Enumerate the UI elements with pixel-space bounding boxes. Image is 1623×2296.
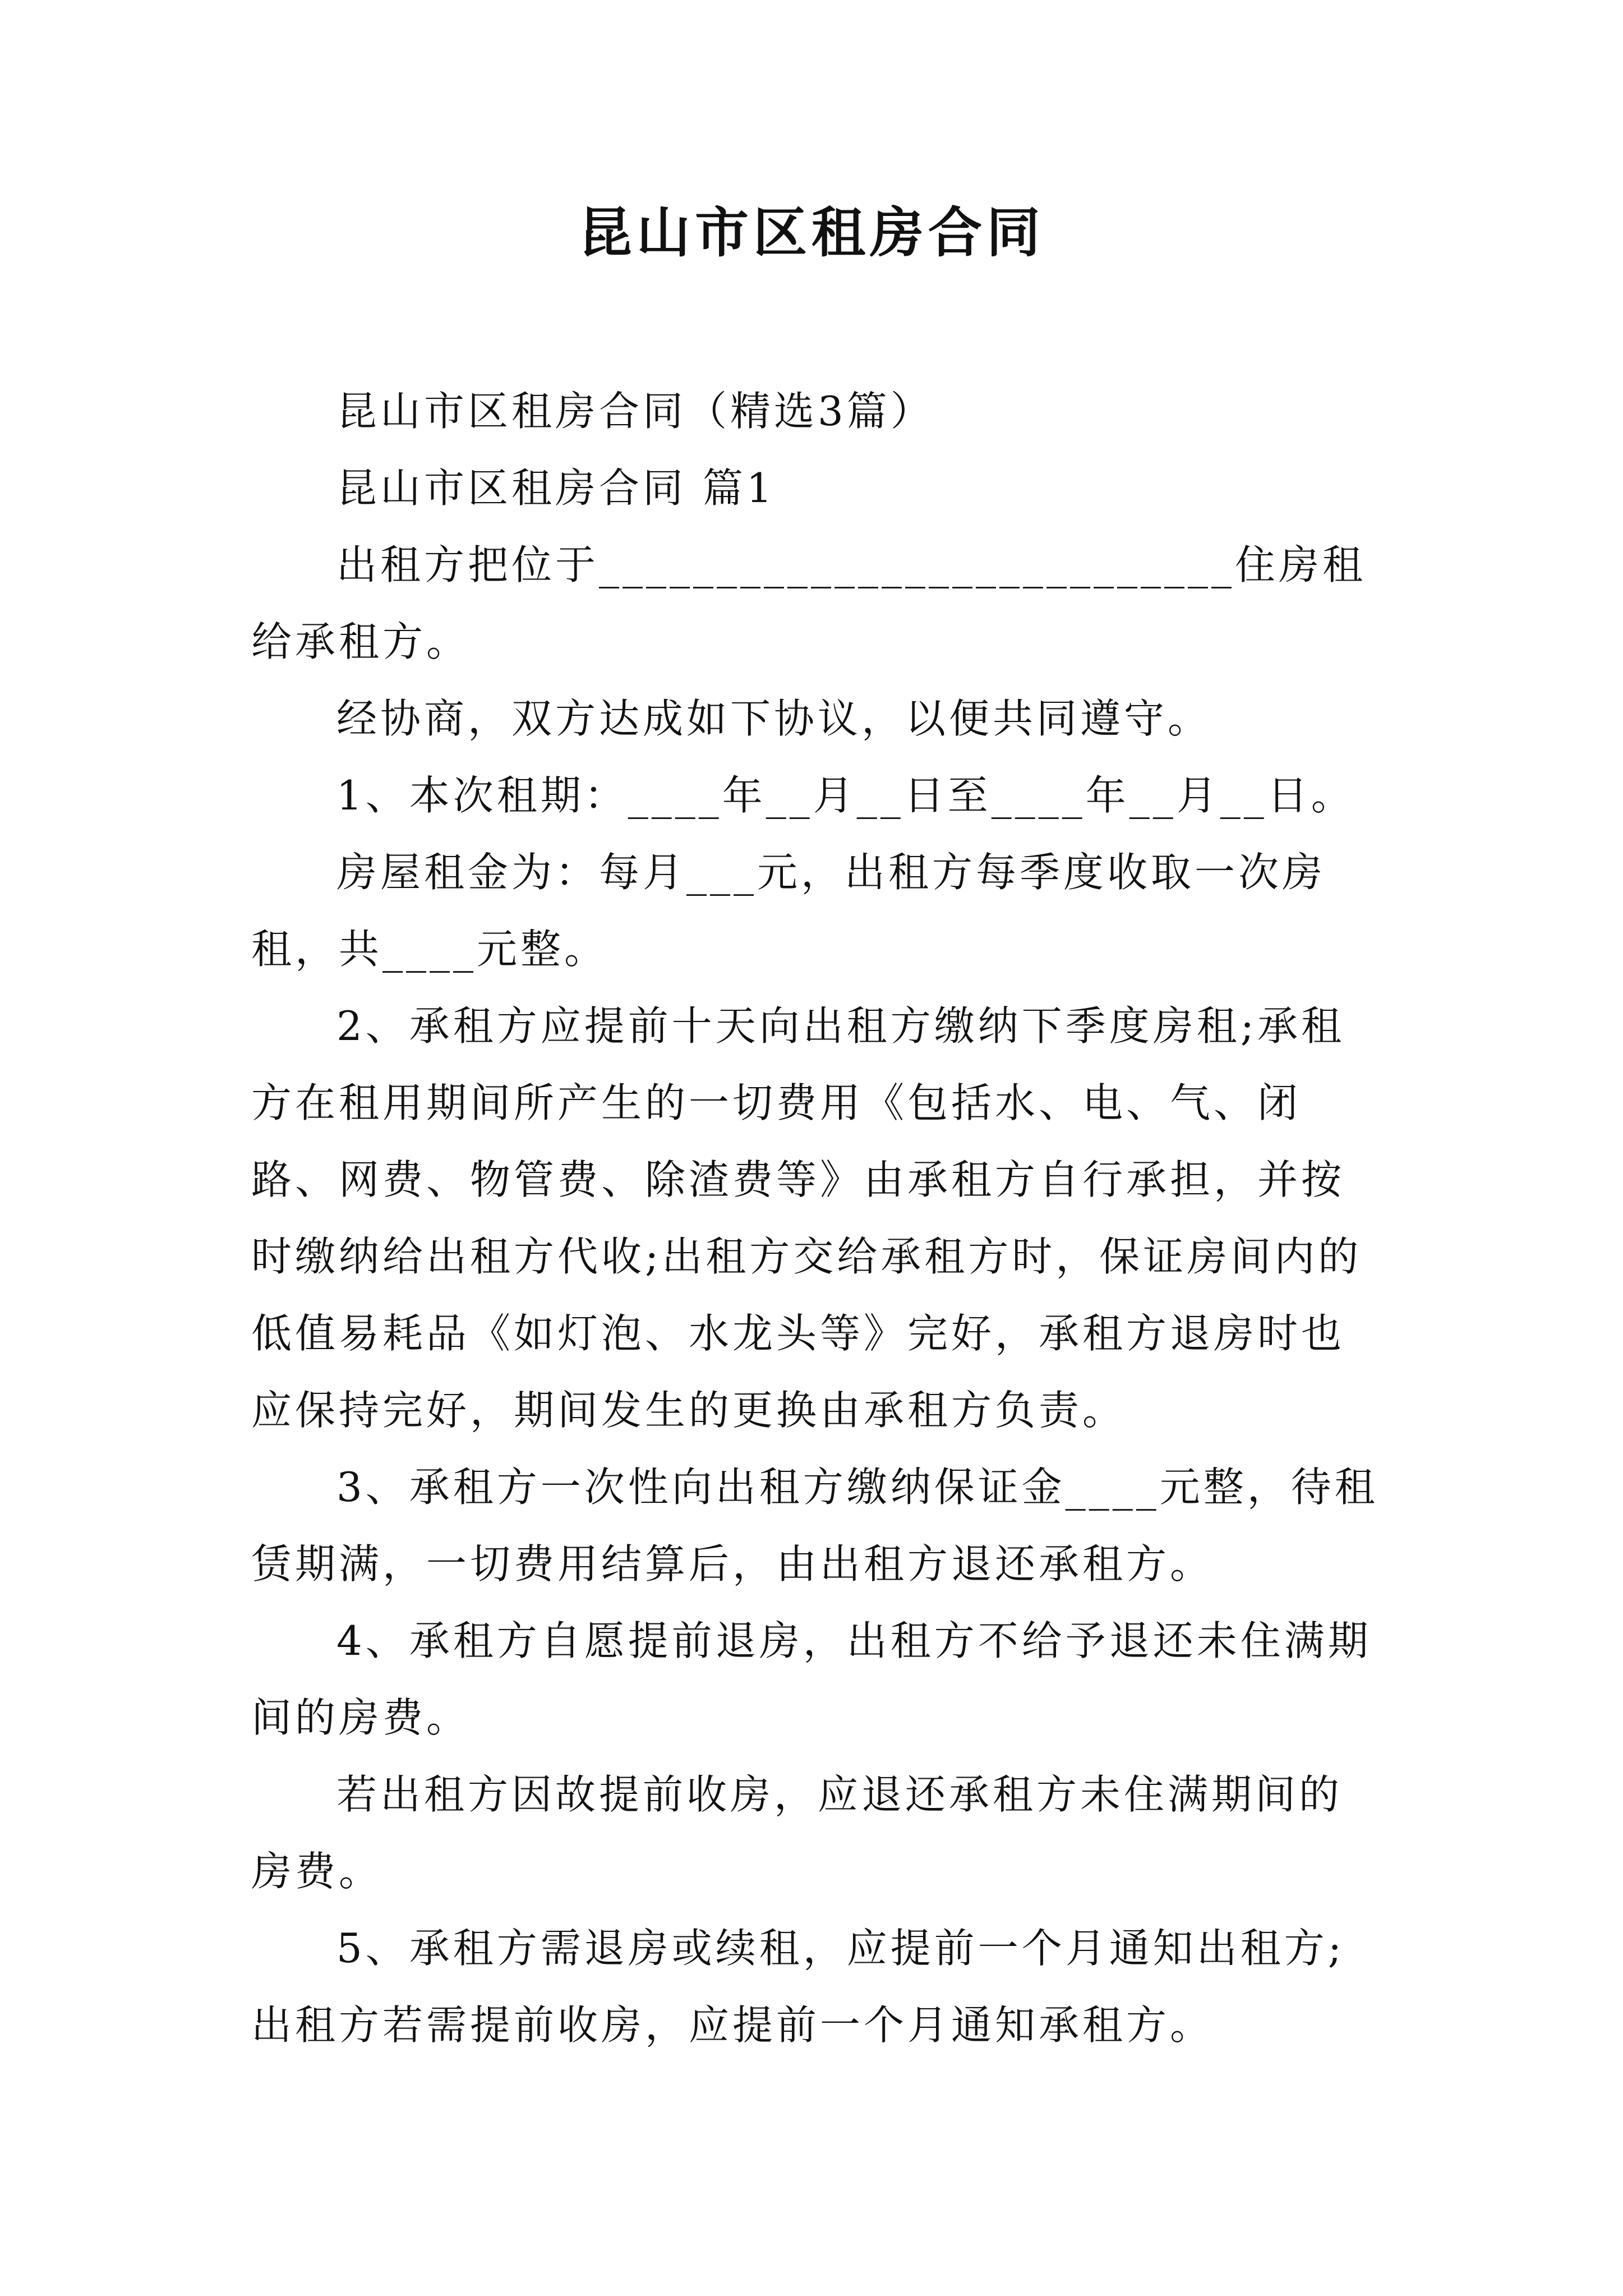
paragraph-clause-5-notice: 5、承租方需退房或续租，应提前一个月通知出租方;出租方若需提前收房，应提前一个月通知承租方。 <box>251 1925 1345 2049</box>
document-body <box>251 373 1384 2064</box>
paragraph-landlord-early-recall: 若出租方因故提前收房，应退还承租方未住满期间的房费。 <box>251 1771 1343 1895</box>
paragraph-rent-amount: 房屋租金为：每月___元，出租方每季度收取一次房租，共____元整。 <box>251 849 1326 973</box>
paragraph-clause-3-deposit: 3、承租方一次性向出租方缴纳保证金____元整，待租赁期满，一切费用结算后，由出租方退还承租方。 <box>251 1464 1378 1588</box>
paragraph-subtitle: 昆山市区租房合同（精选3篇） <box>336 388 934 435</box>
paragraph-agreement-intro: 经协商，双方达成如下协议，以便共同遵守。 <box>336 695 1212 742</box>
paragraph-property-location: 出租方把位于___________________________住房租给承租方。 <box>251 541 1367 665</box>
paragraph-clause-4-early-exit: 4、承租方自愿提前退房，出租方不给予退还未住满期间的房费。 <box>251 1617 1372 1741</box>
document-title: 昆山市区租房合同 <box>578 201 1045 264</box>
paragraph-clause-1-term: 1、本次租期：____年__月__日至____年__月__日。 <box>336 772 1355 819</box>
paragraph-section-heading: 昆山市区租房合同 篇1 <box>336 464 776 512</box>
paragraph-clause-2-payments: 2、承租方应提前十天向出租方缴纳下季度房租;承租方在租用期间所产生的一切费用《包括水、电、气、闭路、网费、物管费、除渣费等》由承租方自行承担，并按时缴纳给出租方代收;出租方交给承租方时，保证房间内的低值易耗品《如灯泡、水龙头等》完好，承租方退房时也应保持完好，期间发生的更换由承租方负责。 <box>251 1002 1362 1434</box>
